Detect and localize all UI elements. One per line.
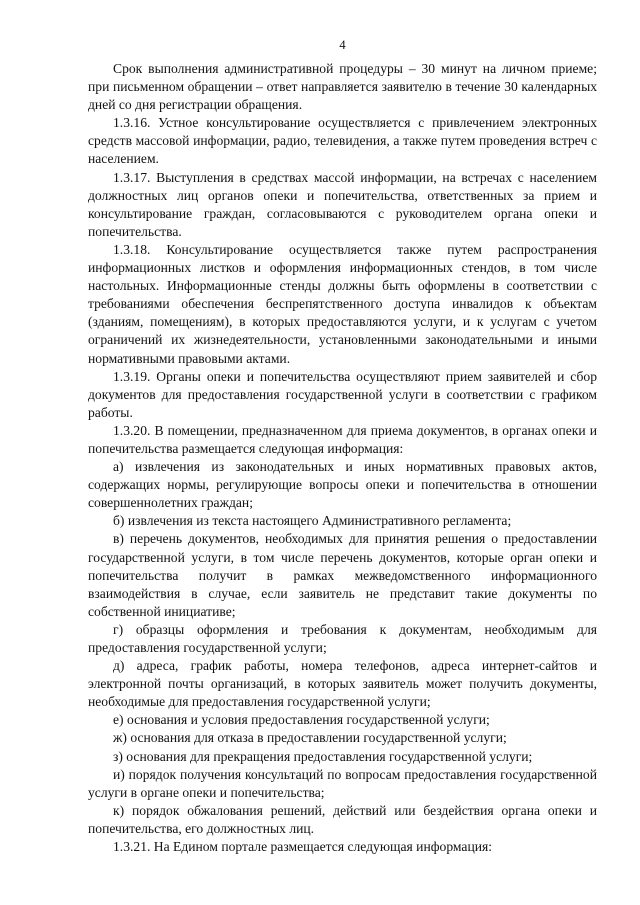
list-item: д) адреса, график работы, номера телефонов, адреса интернет-сайтов и электронной почты организаций, в которых заявитель может получить документы, необходимые для предоставления государственной услуги;	[88, 658, 597, 710]
paragraph: 1.3.17. Выступления в средствах массой информации, на встречах с населением должностных лиц органов опеки и попечительства, ответственных за прием и консультирование граждан, согласовываются с руководителем органа опеки и попечительства.	[88, 169, 597, 239]
paragraph: 1.3.21. На Едином портале размещается следующая информация:	[113, 839, 493, 855]
page-number: 4	[339, 38, 346, 52]
paragraph: 1.3.16. Устное консультирование осуществляется с привлечением электронных средств массовой информации, радио, телевидения, а также путем проведения встреч с населением.	[88, 115, 597, 167]
list-item: к) порядок обжалования решений, действий или бездействия органа опеки и попечительства, его должностных лиц.	[88, 802, 597, 836]
list-item: з) основания для прекращения предоставления государственной услуги;	[113, 748, 533, 764]
list-item: ж) основания для отказа в предоставлении государственной услуги;	[113, 730, 507, 746]
list-item: е) основания и условия предоставления государственной услуги;	[113, 712, 490, 728]
paragraph: 1.3.19. Органы опеки и попечительства осуществляют прием заявителей и сбор документов для предоставления государственной услуги в соответствии с графиком работы.	[88, 368, 597, 420]
paragraph: Срок выполнения административной процедуры – 30 минут на личном приеме; при письменном обращении – ответ направляется заявителю в течение 30 календарных дней со дня регистрации обращения.	[88, 61, 597, 113]
paragraph: 1.3.20. В помещении, предназначенном для приема документов, в органах опеки и попечительства размещается следующая информация:	[88, 422, 597, 456]
list-item: б) извлечения из текста настоящего Административного регламента;	[113, 513, 512, 529]
list-item: г) образцы оформления и требования к документам, необходимым для предоставления государственной услуги;	[88, 621, 597, 655]
document-body	[88, 60, 597, 856]
list-item: в) перечень документов, необходимых для принятия решения о предоставлении государственной услуги, в том числе перечень документов, которые орган опеки и попечительства получит в рамках межведомственного информационного взаимодействия в случае, если заявитель не представит такие документы по собственной инициативе;	[88, 531, 597, 619]
list-item: а) извлечения из законодательных и иных нормативных правовых актов, содержащих нормы, регулирующие вопросы опеки и попечительства в отношении совершеннолетних граждан;	[88, 459, 597, 511]
list-item: и) порядок получения консультаций по вопросам предоставления государственной услуги в органе опеки и попечительства;	[88, 766, 597, 800]
paragraph: 1.3.18. Консультирование осуществляется также путем распространения информационных листков и оформления информационных стендов, в том числе настольных. Информационные стенды должны быть оформлены в соответствии с требованиями обеспечения беспрепятственного доступа инвалидов к объектам (зданиям, помещениям), в которых предоставляются услуги, и к услугам с учетом ограничений их жизнедеятельности, установленными законодательными и иными нормативными правовыми актами.	[88, 241, 597, 366]
